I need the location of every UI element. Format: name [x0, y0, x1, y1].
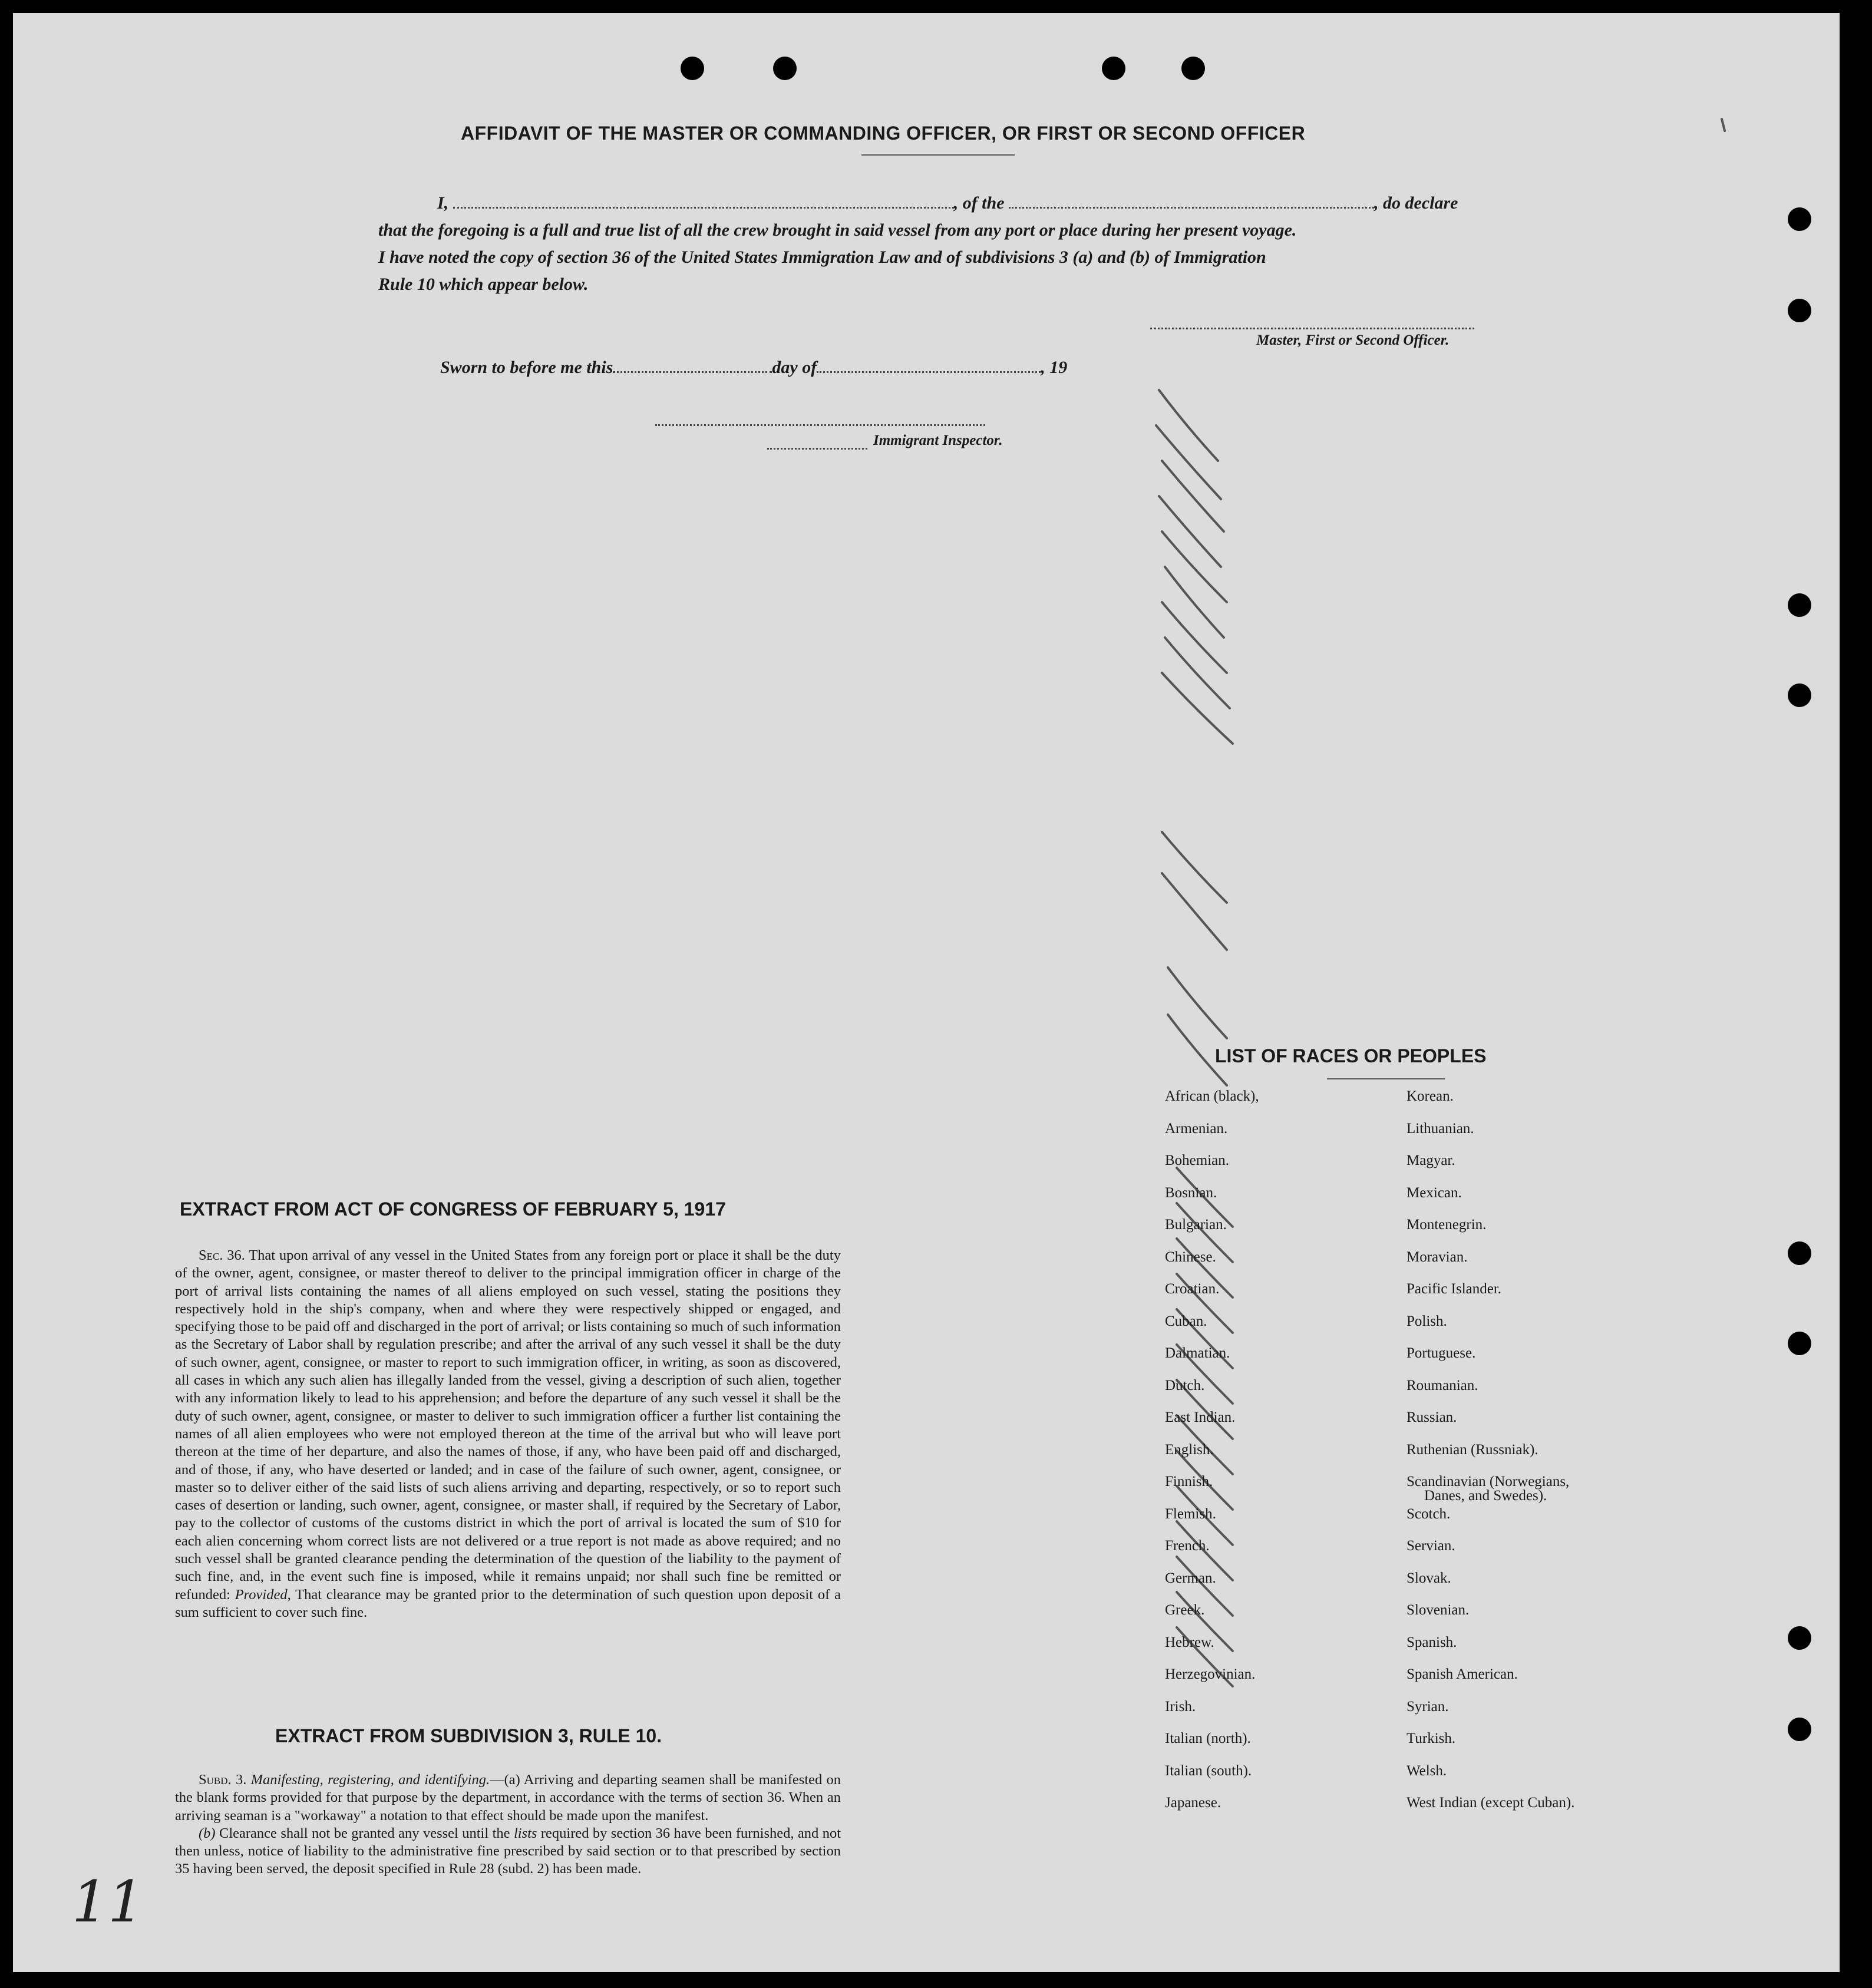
race-item: Dalmatian. — [1165, 1345, 1230, 1361]
race-item: Syrian. — [1407, 1698, 1449, 1715]
section-text-end: That clearance may be granted prior to the determination of such question upon deposit of a sum sufficient to cover such fine. — [175, 1586, 841, 1620]
race-item: African (black), — [1165, 1088, 1259, 1104]
race-item: Flemish. — [1165, 1505, 1216, 1522]
extract-rule-body — [175, 1771, 841, 1878]
affidavit-line-4: Rule 10 which appear below. — [378, 275, 589, 294]
extract-act-body — [175, 1247, 841, 1622]
subd-label: Subd. 3. — [199, 1772, 247, 1788]
subd-a-text: —(a) Arriving and departing seamen shall be manifested on the blank forms provided for that purpose by the department, in accordance with the terms of section 36. When an arriving seaman is a "workaway" a notation to that effect should be made upon the manifest. — [175, 1772, 841, 1824]
affidavit-line-3: I have noted the copy of section 36 of the United States Immigration Law and of subdivisions 3 (a) and (b) of Immigration — [378, 247, 1266, 267]
races-title-rule — [1327, 1078, 1445, 1079]
race-item: Slovak. — [1407, 1570, 1451, 1586]
race-item: French. — [1165, 1538, 1210, 1554]
race-item: Italian (south). — [1165, 1762, 1252, 1779]
race-item: Croatian. — [1165, 1281, 1220, 1297]
subd-b-label: (b) — [199, 1825, 216, 1841]
race-item: Welsh. — [1407, 1762, 1447, 1779]
section-text: That upon arrival of any vessel in the United States from any foreign port or place it shall be the duty of the owner, agent, consignee, or master thereof to deliver to the principal immigration officer in charge of the port of arrival lists containing the names of all aliens employed on such vessel, stating the positions they respectively hold in the ship's company, when and where they were respectively shipped or engaged, and specifying those to be paid off and discharged in the port of arrival; or lists containing so much of such information as the Secretary of Labor shall by regulation prescribe; and after the arrival of any such vessel it shall be the duty of such owner, agent, consignee, or master to report to such immigration officer, in writing, as soon as discovered, all cases in which any such alien has illegally landed from the vessel, giving a description of such alien, together with any information likely to lead to his apprehension; and before the departure of any such vessel it shall be the duty of such owner, agent, consignee, or master to deliver to such immigration officer a further list containing the names of all alien employees who were not employed thereon at the time of the arrival but who will leave port thereon at the time of her departure, and also the names of those, if any, who have been paid off and discharged, and of those, if any, who have deserted or landed; and in case of the failure of such owner, agent, consignee, or master so to deliver either of the said lists of such aliens arriving and departing, respectively, or so to report such cases of desertion or landing, such owner, agent, consignee, or master shall, if required by the Secretary of Labor, pay to the collector of customs of the customs district in which the port of arrival is located the sum of $10 for each alien concerning whom correct lists are not delivered or a true report is not made as above required; and no such vessel shall be granted clearance pending the determination of the question of the liability to the payment of such fine, and, in the event such fine is imposed, while it remains unpaid; nor shall such fine be remitted or refunded: — [175, 1247, 841, 1603]
race-item: Dutch. — [1165, 1377, 1205, 1393]
sworn-text: day of — [772, 358, 817, 377]
race-item: Ruthenian (Russniak). — [1407, 1441, 1538, 1458]
race-item: Mexican. — [1407, 1184, 1462, 1201]
race-item: Finnish. — [1165, 1474, 1213, 1490]
sworn-text: Sworn to before me this — [440, 358, 613, 377]
race-item: East Indian. — [1165, 1409, 1236, 1425]
inspector-label: Immigrant Inspector. — [873, 432, 1003, 448]
affidavit-text: , do declare — [1374, 193, 1458, 213]
handwritten-mark: 11 — [72, 1869, 144, 1935]
subd-heading: Manifesting, registering, and identifying. — [250, 1772, 490, 1788]
affidavit-title: AFFIDAVIT OF THE MASTER OR COMMANDING OFFICER, OR FIRST OR SECOND OFFICER — [461, 123, 1306, 144]
race-item: Bohemian. — [1165, 1152, 1230, 1168]
affidavit-text: , of the — [953, 193, 1005, 213]
race-item: Scotch. — [1407, 1505, 1451, 1522]
master-signature-label: Master, First or Second Officer. — [1256, 332, 1450, 348]
affidavit-line-2: that the foregoing is a full and true list of all the crew brought in said vessel from any port or place during her present voyage. — [378, 220, 1297, 240]
race-item: Greek. — [1165, 1602, 1205, 1618]
subd-b-lists: lists — [513, 1825, 537, 1841]
race-item: West Indian (except Cuban). — [1407, 1795, 1575, 1811]
race-item: Chinese. — [1165, 1249, 1216, 1265]
subd-a-paragraph — [175, 1771, 841, 1825]
subd-b-text: Clearance shall not be granted any vessel until the — [219, 1825, 510, 1841]
race-item: Armenian. — [1165, 1120, 1228, 1137]
race-item: Irish. — [1165, 1698, 1196, 1715]
race-item: Russian. — [1407, 1409, 1457, 1425]
races-title: LIST OF RACES OR PEOPLES — [1215, 1045, 1487, 1066]
section-label: Sec. 36. — [199, 1247, 245, 1263]
race-item: Bulgarian. — [1165, 1217, 1227, 1233]
race-item: Italian (north). — [1165, 1731, 1251, 1746]
subd-b-paragraph — [175, 1825, 841, 1878]
section-36-paragraph — [175, 1247, 841, 1622]
race-item: Hebrew. — [1165, 1634, 1214, 1650]
extract-rule-title: EXTRACT FROM SUBDIVISION 3, RULE 10. — [275, 1725, 662, 1746]
race-item: Moravian. — [1407, 1249, 1468, 1265]
race-item: Bosnian. — [1165, 1184, 1217, 1201]
document-page — [13, 13, 1840, 1972]
race-item: Lithuanian. — [1407, 1120, 1474, 1137]
race-item: Portuguese. — [1407, 1345, 1476, 1361]
race-item: Danes, and Swedes). — [1424, 1488, 1547, 1504]
race-item: Cuban. — [1165, 1313, 1207, 1329]
race-item: Korean. — [1407, 1088, 1454, 1104]
handwritten-check-marks — [13, 13, 1840, 1972]
race-item: Magyar. — [1407, 1152, 1455, 1168]
race-item: Montenegrin. — [1407, 1217, 1487, 1233]
race-item: Herzegovinian. — [1165, 1666, 1256, 1682]
race-item: Roumanian. — [1407, 1377, 1478, 1393]
provided-text: Provided, — [235, 1586, 291, 1603]
sworn-text: , 19 — [1041, 358, 1068, 377]
affidavit-text: I, — [437, 193, 449, 213]
race-item: Pacific Islander. — [1407, 1281, 1502, 1297]
race-item: Japanese. — [1165, 1795, 1221, 1811]
race-item: Turkish. — [1407, 1731, 1456, 1746]
race-item: Polish. — [1407, 1313, 1447, 1329]
race-item: Spanish. — [1407, 1634, 1457, 1650]
race-item: Scandinavian (Norwegians, — [1407, 1474, 1570, 1490]
race-item: German. — [1165, 1570, 1216, 1586]
race-item: Servian. — [1407, 1538, 1455, 1554]
subd-b-text-end: required by section 36 have been furnished, and not then unless, notice of liability to the administrative fine prescribed by said section or to that prescribed by section 35 having been served, the deposit specified in Rule 28 (subd. 2) has been made. — [175, 1825, 841, 1877]
race-item: Spanish American. — [1407, 1666, 1518, 1682]
race-item: English. — [1165, 1441, 1214, 1458]
race-item: Slovenian. — [1407, 1602, 1470, 1618]
extract-act-title: EXTRACT FROM ACT OF CONGRESS OF FEBRUARY 5, 1917 — [180, 1198, 726, 1220]
